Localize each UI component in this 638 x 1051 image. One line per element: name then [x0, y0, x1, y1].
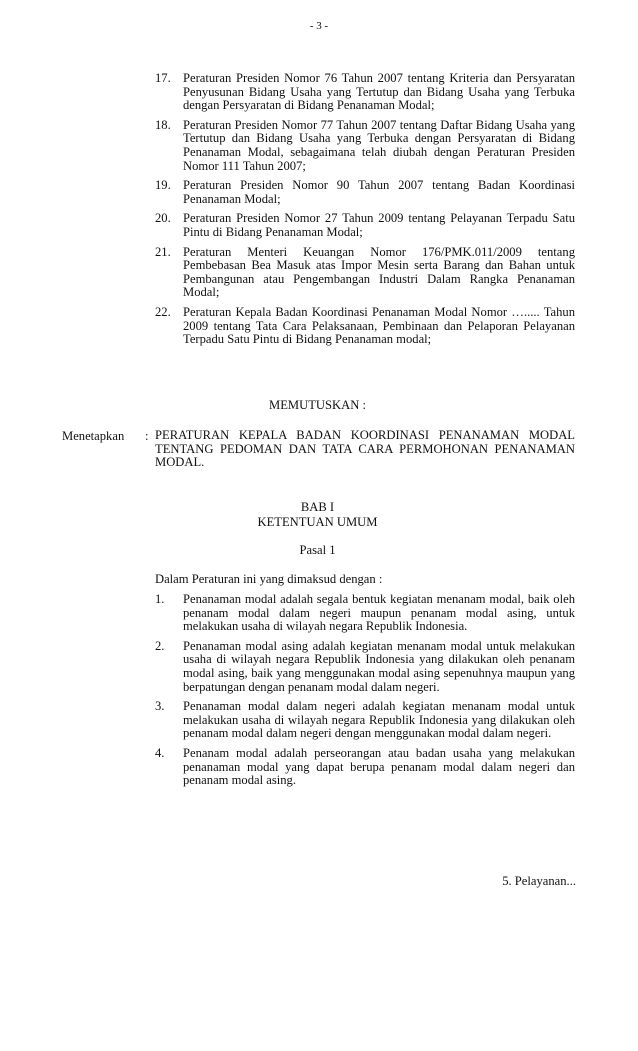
definitions-list [155, 593, 575, 794]
item-number: 4. [155, 745, 165, 760]
item-text: Peraturan Kepala Badan Koordinasi Penanaman Modal Nomor …..... Tahun 2009 tentang Tata Cara Pelaksanaan, Pembinaan dan Pelaporan Pelayanan Terpadu Satu Pintu di Bidang Penanaman modal; [183, 304, 575, 347]
item-number: 17. [155, 71, 171, 85]
list-item [155, 212, 575, 239]
menetapkan-colon: : [145, 429, 149, 443]
item-number: 22. [155, 304, 171, 319]
item-text: Penanaman modal adalah segala bentuk kegiatan menanam modal, baik oleh penanam modal dalam negeri maupun penanam modal asing, untuk melakukan usaha di wilayah negara Republik Indonesia. [183, 592, 575, 634]
definitions-intro: Dalam Peraturan ini yang dimaksud dengan : [155, 572, 383, 586]
list-item [155, 700, 575, 741]
menetapkan-text: PERATURAN KEPALA BADAN KOORDINASI PENANAMAN MODAL TENTANG PEDOMAN DAN TATA CARA PERMOHONAN PENANAMAN MODAL. [155, 428, 575, 470]
item-number: 1. [155, 592, 165, 606]
item-text: Peraturan Presiden Nomor 77 Tahun 2007 tentang Daftar Bidang Usaha yang Tertutup dan Bidang Usaha yang Terbuka dengan Persyaratan di Bidang Penanaman Modal, sebagaimana telah diubah dengan Peraturan Presiden Nomor 111 Tahun 2007; [183, 117, 575, 173]
item-text: Peraturan Presiden Nomor 76 Tahun 2007 tentang Kriteria dan Persyaratan Penyusunan Bidang Usaha yang Tertutup dan Bidang Usaha yang Terbuka dengan Persyaratan di Bidang Penanaman Modal; [183, 71, 575, 113]
list-item [155, 246, 575, 300]
page-number: - 3 - [309, 20, 329, 32]
list-item [155, 593, 575, 634]
item-text: Peraturan Presiden Nomor 27 Tahun 2009 tentang Pelayanan Terpadu Satu Pintu di Bidang Penanaman Modal; [183, 211, 575, 239]
item-text: Penanaman modal asing adalah kegiatan menanam modal untuk melakukan usaha di wilayah negara Republik Indonesia yang dilakukan oleh penanam modal asing, baik yang menggunakan modal asing sepenuhnya maupun yang berpatungan dengan penanam modal dalam negeri. [183, 638, 575, 694]
item-number: 20. [155, 211, 171, 226]
list-item [155, 179, 575, 206]
list-item [155, 306, 575, 347]
memutuskan-heading: MEMUTUSKAN : [269, 398, 366, 412]
continuation-note: 5. Pelayanan... [502, 874, 576, 888]
regulation-list [155, 72, 575, 353]
list-item [155, 119, 575, 173]
item-text: Peraturan Presiden Nomor 90 Tahun 2007 tentang Badan Koordinasi Penanaman Modal; [183, 178, 575, 206]
item-number: 3. [155, 699, 165, 714]
list-item [155, 72, 575, 113]
item-text: Peraturan Menteri Keuangan Nomor 176/PMK.011/2009 tentang Pembebasan Bea Masuk atas Impor Mesin serta Barang dan Bahan untuk Pembangunan atau Pengembangan Industri Dalam Rangka Penanaman Modal; [183, 244, 575, 300]
item-text: Penanaman modal dalam negeri adalah kegiatan menanam modal untuk melakukan usaha di wilayah negara Republik Indonesia yang dilakukan oleh penanam modal dalam negeri dengan menggunakan modal dalam negeri. [183, 699, 575, 741]
item-number: 21. [155, 244, 171, 259]
list-item [155, 747, 575, 788]
list-item [155, 640, 575, 694]
bab-heading: BAB I [300, 500, 335, 514]
menetapkan-label: Menetapkan [62, 429, 125, 443]
pasal-heading: Pasal 1 [299, 543, 336, 557]
bab-title: KETENTUAN UMUM [257, 515, 378, 529]
item-number: 2. [155, 638, 165, 653]
item-number: 19. [155, 178, 171, 193]
item-number: 18. [155, 117, 171, 132]
item-text: Penanam modal adalah perseorangan atau badan usaha yang melakukan penanaman modal yang dapat berupa penanam modal dalam negeri dan penanam modal asing. [183, 745, 575, 788]
